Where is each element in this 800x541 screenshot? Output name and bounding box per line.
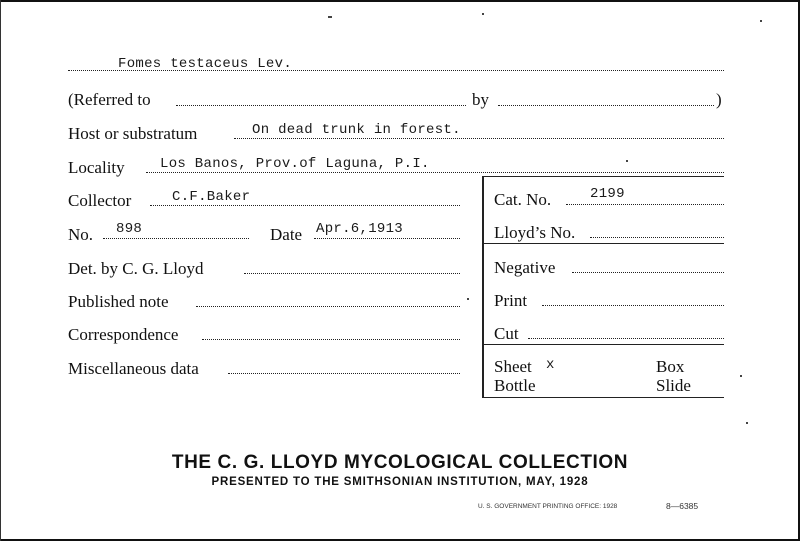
correspondence-label: Correspondence — [68, 325, 179, 344]
scan-speck — [760, 20, 762, 22]
referred-to-label: (Referred to — [68, 90, 151, 109]
collector-label: Collector — [68, 191, 132, 210]
lloyds-no-rule — [590, 237, 724, 238]
species-name: Fomes testaceus Lev. — [118, 56, 293, 72]
published-rule — [196, 306, 460, 307]
slide-label: Slide — [656, 376, 691, 395]
sheet-mark: x — [546, 357, 555, 373]
negative-label: Negative — [494, 258, 556, 277]
negative-rule — [572, 272, 724, 273]
locality-value: Los Banos, Prov.of Laguna, P.I. — [160, 156, 430, 172]
host-value: On dead trunk in forest. — [252, 122, 461, 138]
host-label: Host or substratum — [68, 124, 198, 143]
cat-no-value: 2199 — [590, 186, 625, 202]
print-label: Print — [494, 291, 528, 310]
box-left-border — [482, 176, 484, 398]
cat-no-label: Cat. No. — [494, 190, 552, 209]
print-rule — [542, 305, 724, 306]
close-paren: ) — [716, 90, 722, 109]
cat-no-rule — [566, 204, 724, 205]
no-value: 898 — [116, 221, 143, 237]
by-label: by — [472, 90, 489, 109]
no-rule — [103, 238, 249, 239]
date-rule — [314, 238, 460, 239]
misc-rule — [228, 373, 460, 374]
correspondence-rule — [202, 339, 460, 340]
misc-data-label: Miscellaneous data — [68, 359, 199, 378]
printer-imprint: U. S. GOVERNMENT PRINTING OFFICE: 1928 — [478, 503, 618, 510]
card-top-edge — [0, 0, 800, 2]
scan-speck — [482, 13, 484, 15]
box-bottom-border — [482, 397, 724, 398]
det-rule — [244, 273, 460, 274]
collection-title: THE C. G. LLOYD MYCOLOGICAL COLLECTION — [171, 452, 629, 473]
published-note-label: Published note — [68, 292, 169, 311]
by-rule — [498, 105, 714, 106]
bottle-label: Bottle — [494, 376, 536, 395]
locality-rule — [146, 172, 724, 173]
name-rule — [68, 70, 724, 71]
det-by-label: Det. by C. G. Lloyd — [68, 259, 204, 278]
host-rule — [234, 138, 724, 139]
cut-divider — [482, 344, 724, 345]
scan-speck — [467, 298, 469, 300]
scan-speck — [740, 375, 742, 377]
lloyds-divider — [482, 243, 724, 244]
cut-label: Cut — [494, 324, 519, 343]
referred-to-rule — [176, 105, 466, 106]
scan-speck — [746, 422, 748, 424]
collector-rule — [150, 205, 460, 206]
form-code: 8—6385 — [666, 501, 699, 511]
sheet-label: Sheet — [494, 357, 532, 376]
box-top-border — [482, 176, 724, 177]
collector-value: C.F.Baker — [172, 189, 251, 205]
lloyds-no-label: Lloyd’s No. — [494, 223, 576, 242]
no-label: No. — [68, 225, 94, 244]
date-label: Date — [270, 225, 303, 244]
collection-subtitle: PRESENTED TO THE SMITHSONIAN INSTITUTION, MAY, 1928 — [211, 476, 589, 488]
cut-rule — [528, 338, 724, 339]
box-label: Box — [656, 357, 685, 376]
scan-speck — [328, 16, 332, 18]
scan-speck — [626, 160, 628, 162]
date-value: Apr.6,1913 — [316, 221, 404, 237]
locality-label: Locality — [68, 158, 125, 177]
